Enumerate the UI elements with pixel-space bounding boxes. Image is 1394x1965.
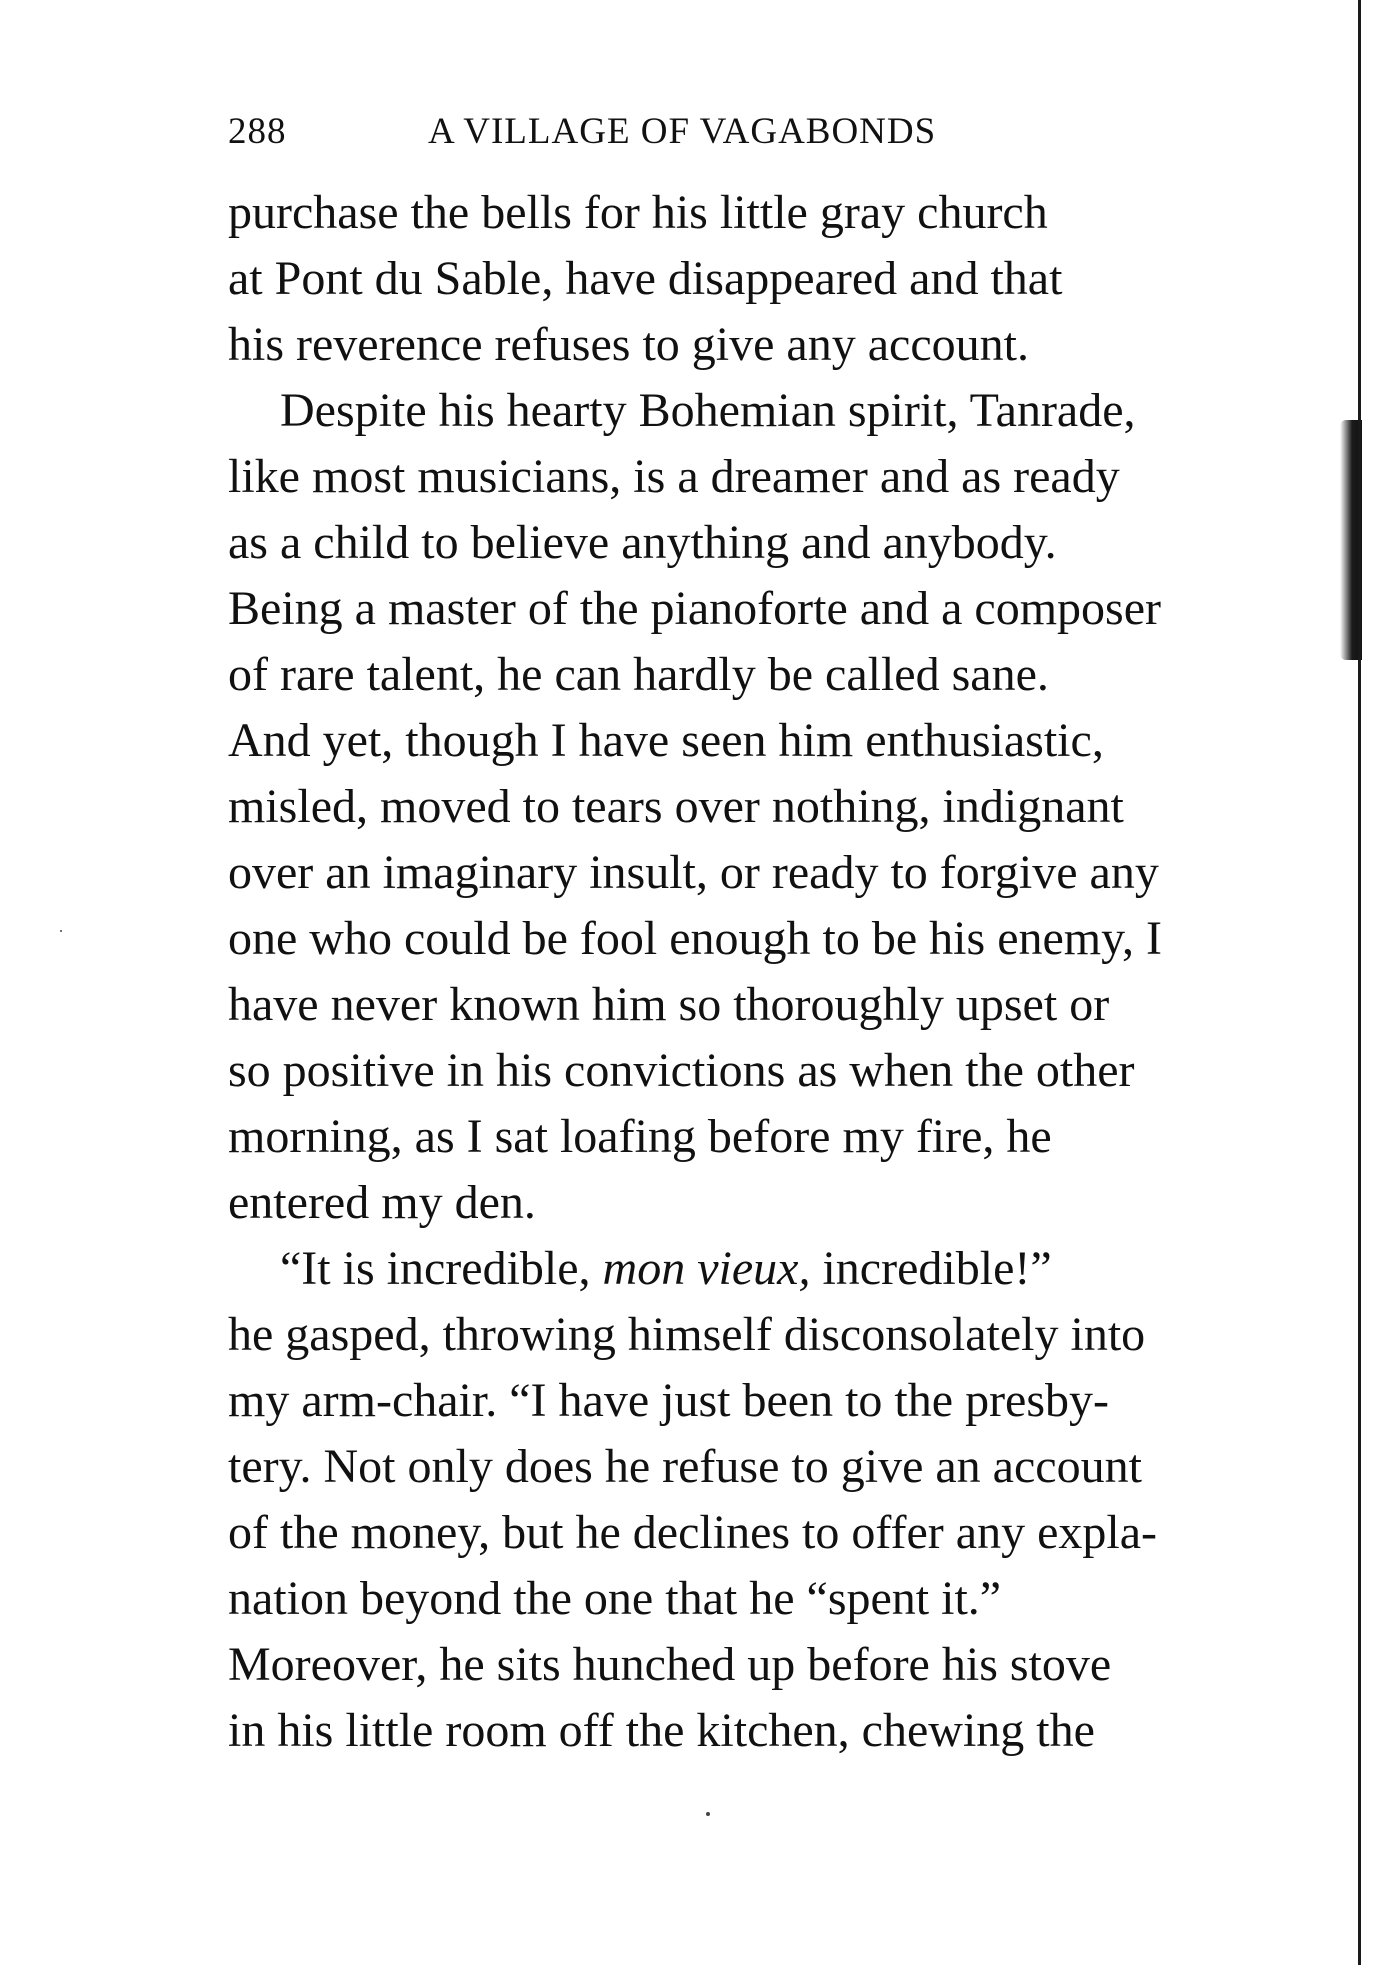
text-line: like most musicians, is a dreamer and as ready (228, 450, 1120, 503)
text-line: at Pont du Sable, have disappeared and that (228, 252, 1063, 305)
text-line: purchase the bells for his little gray church (228, 186, 1048, 239)
running-title: A VILLAGE OF VAGABONDS (428, 111, 937, 152)
text-line: Being a master of the pianoforte and a composer (228, 582, 1161, 635)
body-text (228, 180, 1274, 1764)
page-edge-line (1358, 0, 1361, 1965)
text-line: so positive in his convictions as when the other (228, 1044, 1135, 1097)
ink-speck (60, 930, 62, 932)
text-line: his reverence refuses to give any account. (228, 318, 1029, 371)
ink-speck (706, 1812, 710, 1816)
paragraph-first-line: “It is incredible, mon vieux, incredible!” (280, 1242, 1052, 1295)
italic-phrase: mon vieux, (602, 1242, 811, 1295)
text-line: in his little room off the kitchen, chewing the (228, 1704, 1095, 1757)
text-line: as a child to believe anything and anybody. (228, 516, 1057, 569)
text-line: of the money, but he declines to offer any expla- (228, 1506, 1158, 1559)
text-line: tery. Not only does he refuse to give an account (228, 1440, 1142, 1493)
running-head (228, 108, 1076, 156)
text-line: my arm-chair. “I have just been to the presby- (228, 1374, 1110, 1427)
paragraph-first-line: Despite his hearty Bohemian spirit, Tanrade, (280, 384, 1136, 437)
text-line: have never known him so thoroughly upset or (228, 978, 1110, 1031)
text-line: morning, as I sat loafing before my fire, he (228, 1110, 1052, 1163)
page-number: 288 (228, 111, 287, 152)
text-line: one who could be fool enough to be his enemy, I (228, 912, 1163, 965)
text-line: nation beyond the one that he “spent it.” (228, 1572, 1002, 1625)
text-line: of rare talent, he can hardly be called sane. (228, 648, 1049, 701)
text-line: over an imaginary insult, or ready to forgive any (228, 846, 1159, 899)
text-line: he gasped, throwing himself disconsolately into (228, 1308, 1146, 1361)
text-line: entered my den. (228, 1176, 536, 1229)
text-line: misled, moved to tears over nothing, indignant (228, 780, 1124, 833)
text-line: Moreover, he sits hunched up before his stove (228, 1638, 1112, 1691)
text-line: And yet, though I have seen him enthusiastic, (228, 714, 1104, 767)
